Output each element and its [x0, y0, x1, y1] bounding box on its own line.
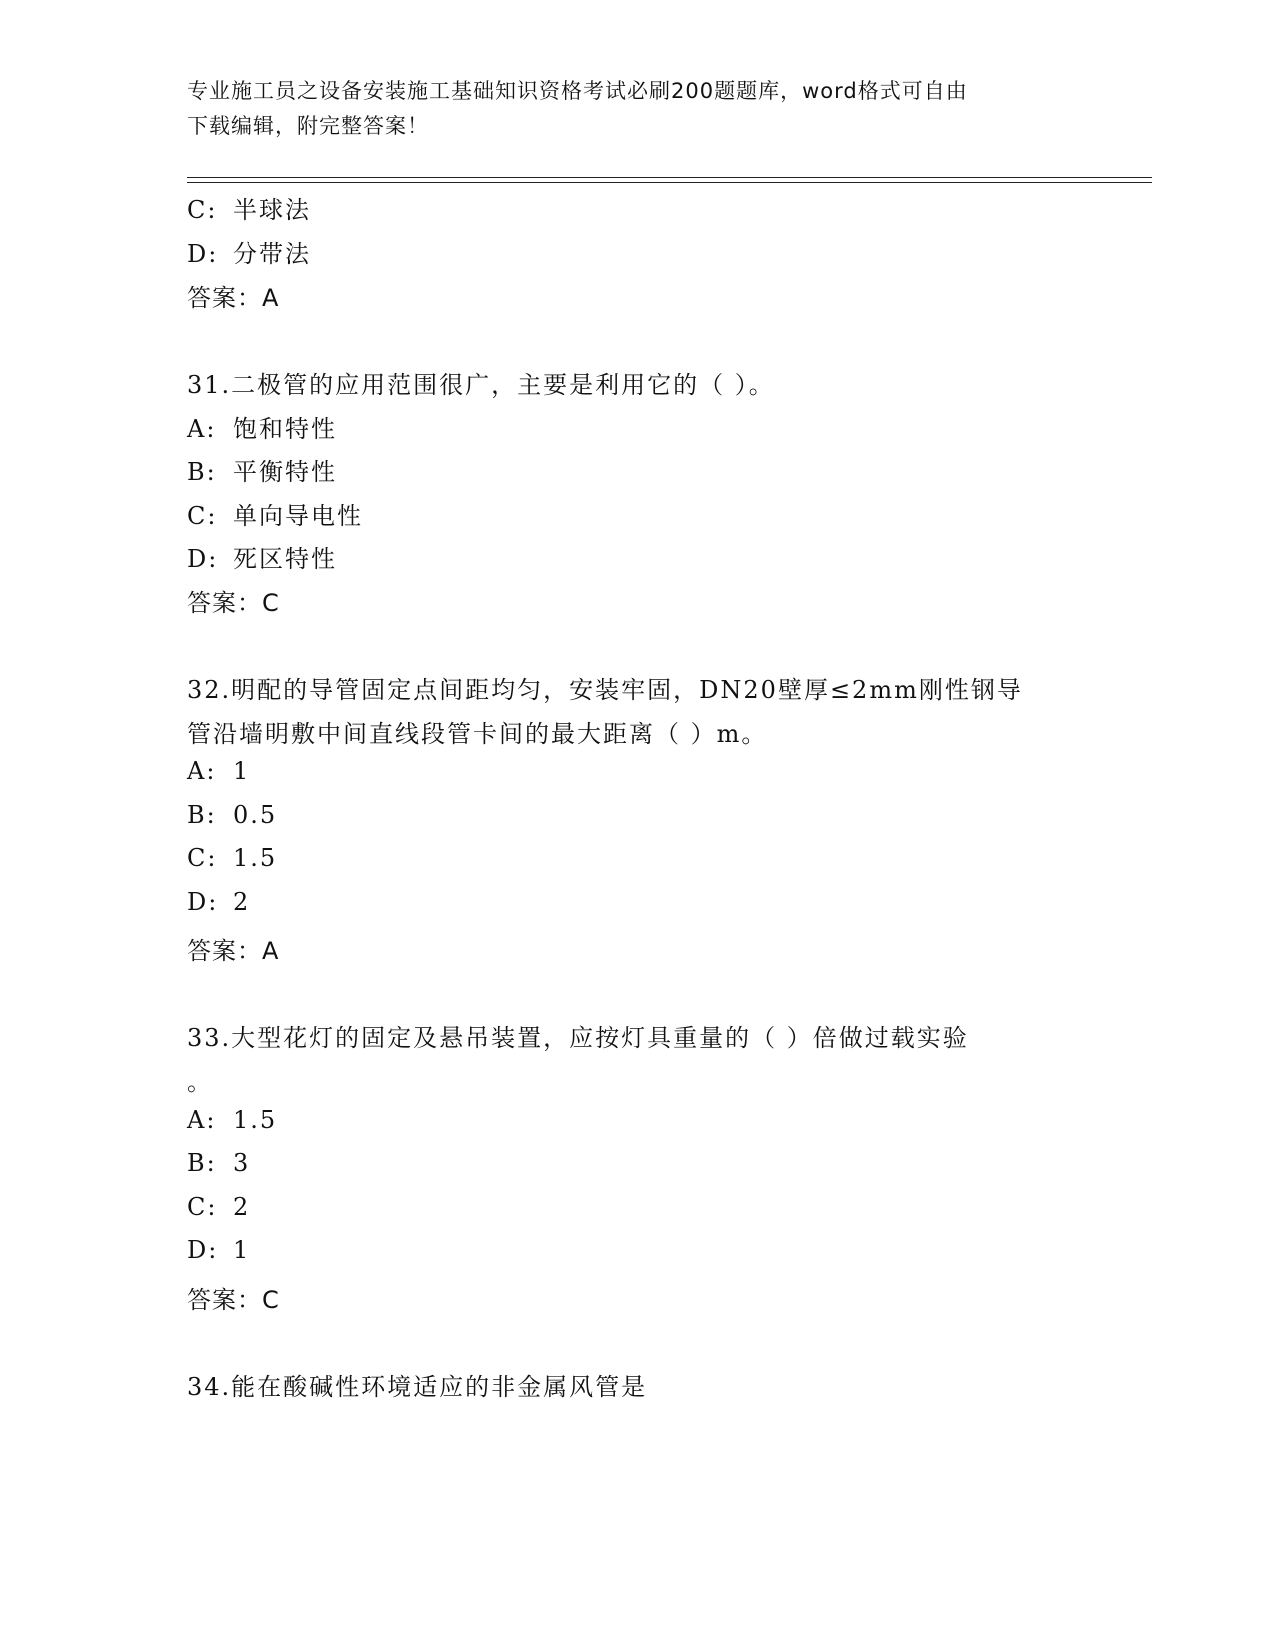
option-text: 1.5: [233, 844, 278, 872]
option-label: C:: [187, 1193, 218, 1221]
question-32-stem-line-2: 管沿墙明敷中间直线段管卡间的最大距离（ ）m。: [187, 720, 768, 748]
option-a: [187, 757, 250, 785]
option-text: 单向导电性: [233, 502, 363, 530]
option-b: [187, 1149, 250, 1177]
option-a: [187, 1106, 277, 1134]
option-c: [187, 190, 311, 225]
option-text: 2: [233, 888, 251, 916]
option-label: C:: [187, 844, 218, 872]
option-text: 死区特性: [233, 545, 337, 573]
answer: 答案：A: [187, 284, 280, 312]
option-d: [187, 539, 337, 574]
option-a: [187, 409, 337, 444]
header-line-2: 下载编辑，附完整答案！: [187, 114, 429, 138]
option-d: [187, 888, 250, 916]
option-text: 3: [233, 1149, 251, 1177]
option-label: C:: [187, 196, 218, 224]
option-text: 分带法: [233, 240, 311, 268]
option-text: 1.5: [233, 1106, 278, 1134]
question-31-stem: 31.二极管的应用范围很广，主要是利用它的（ ）。: [187, 371, 775, 399]
option-text: 1: [233, 757, 251, 785]
option-label: D:: [187, 240, 219, 268]
option-text: 平衡特性: [233, 458, 337, 486]
option-label: B:: [187, 458, 217, 486]
document-header: [187, 74, 1067, 144]
option-label: D:: [187, 545, 219, 573]
question-33-stem-line-2: 。: [187, 1068, 213, 1096]
option-b: [187, 452, 337, 487]
option-d: [187, 1236, 250, 1264]
option-c: [187, 1193, 250, 1221]
option-text: 2: [233, 1193, 251, 1221]
answer: 答案：C: [187, 589, 280, 617]
option-text: 1: [233, 1236, 251, 1264]
option-label: D:: [187, 1236, 219, 1264]
option-label: C:: [187, 502, 218, 530]
option-c: [187, 844, 277, 872]
option-text: 饱和特性: [233, 415, 337, 443]
option-b: [187, 801, 277, 829]
option-label: A:: [187, 1106, 217, 1134]
option-label: B:: [187, 801, 217, 829]
option-text: 半球法: [233, 196, 311, 224]
option-label: D:: [187, 888, 219, 916]
question-33-stem-line-1: 33.大型花灯的固定及悬吊装置，应按灯具重量的（ ）倍做过载实验: [187, 1024, 969, 1052]
option-label: B:: [187, 1149, 217, 1177]
option-d: [187, 234, 311, 269]
option-label: A:: [187, 757, 217, 785]
header-divider-bottom: [187, 182, 1152, 183]
question-32-stem-line-1: 32.明配的导管固定点间距均匀，安装牢固，DN20壁厚≤2mm刚性钢导: [187, 676, 1023, 704]
answer: 答案：C: [187, 1286, 280, 1314]
option-label: A:: [187, 415, 217, 443]
question-34-stem: 34.能在酸碱性环境适应的非金属风管是: [187, 1373, 648, 1401]
header-line-1: 专业施工员之设备安装施工基础知识资格考试必刷200题题库，word格式可自由: [187, 79, 968, 103]
header-divider-top: [187, 177, 1152, 178]
option-text: 0.5: [233, 801, 278, 829]
option-c: [187, 496, 363, 531]
answer: 答案：A: [187, 937, 280, 965]
